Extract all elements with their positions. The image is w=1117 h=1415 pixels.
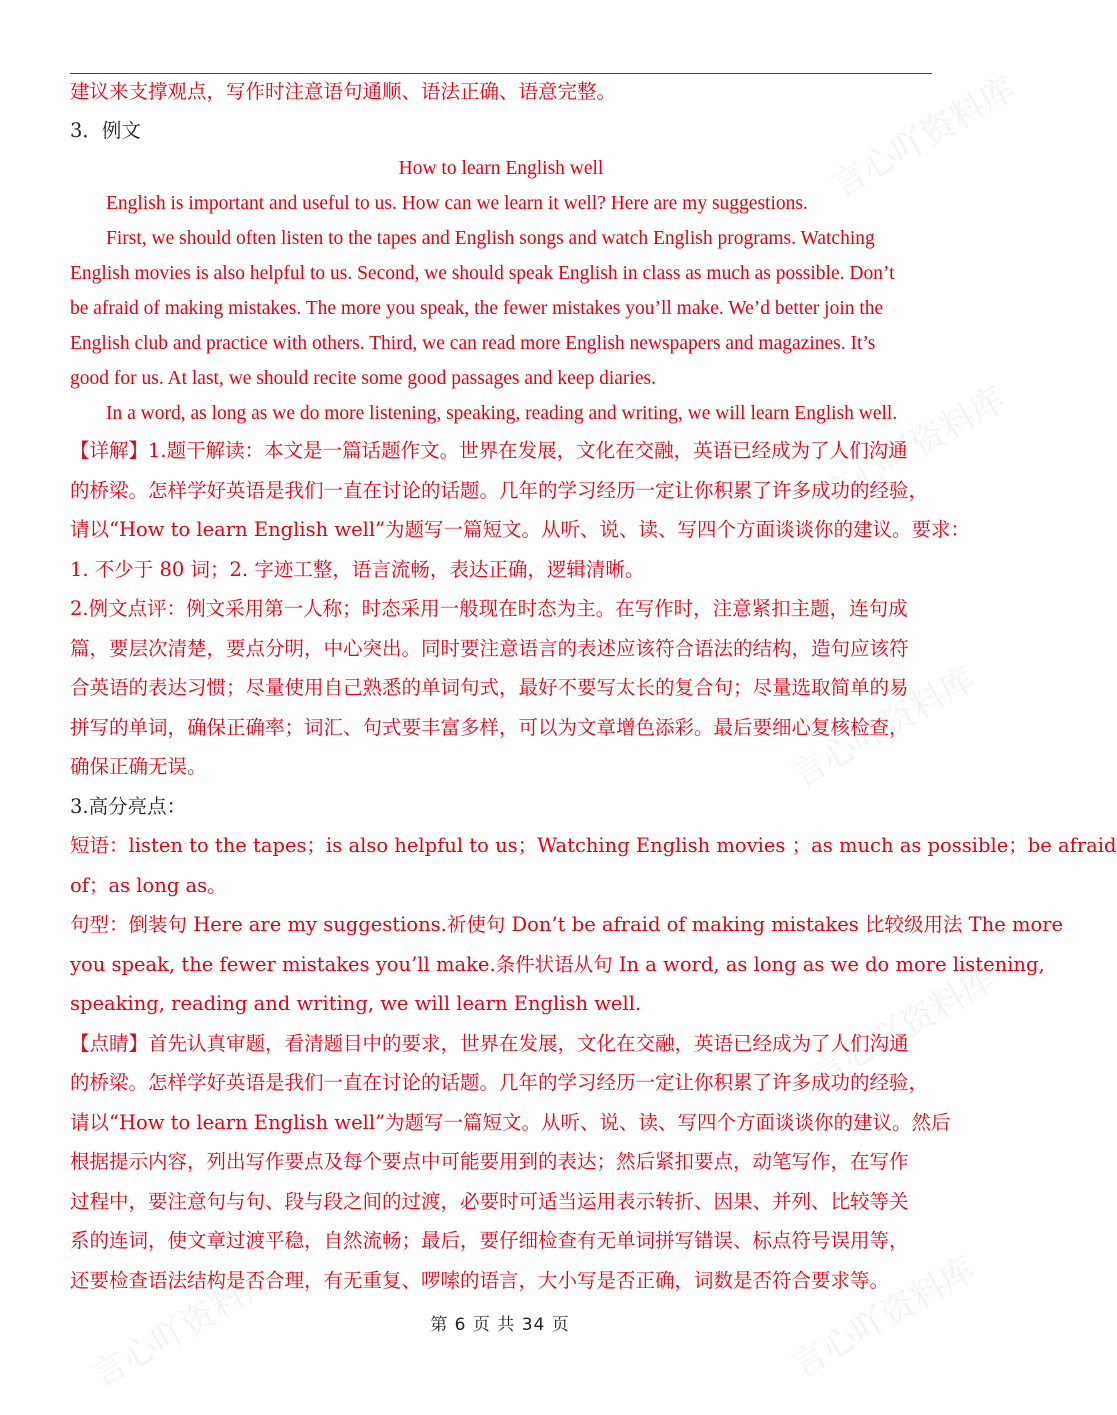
tips-line: 过程中，要注意句与句、段与段之间的过渡，必要时可适当运用表示转折、因果、并列、比较等关 [70,1189,909,1213]
document-body [70,74,1117,1300]
review-line: 2.例文点评：例文采用第一人称；时态采用一般现在时态为主。在写作时，注意紧扣主题，连句成 [70,597,908,620]
essay-paragraph-2-line: be afraid of making mistakes. The more you speak, the fewer mistakes you’ll make. We’d better join the [70,298,884,319]
review-line: 拼写的单词，确保正确率；词汇、句式要丰富多样，可以为文章增色添彩。最后要细心复核检查， [70,715,909,739]
watermark: 言心吖资料库 [815,379,1013,516]
watermark: 言心吖资料库 [785,659,983,796]
watermark: 言心吖资料库 [785,1249,983,1386]
tips-line: 还要检查语法结构是否合理，有无重复、啰嗦的语言，大小写是否正确，词数是否符合要求等。 [70,1268,890,1292]
essay-paragraph-2-line: First, we should often listen to the tapes and English songs and watch English programs. Watching [106,228,875,249]
review-line: 篇，要层次清楚，要点分明，中心突出。同时要注意语言的表述应该符合语法的结构，造句应该符 [70,636,909,660]
highlights-heading: 3.高分亮点： [70,794,187,818]
review-line: 确保正确无误。 [70,755,207,778]
sentence-pattern-line: speaking, reading and writing, we will learn English well. [70,992,642,1015]
tips-line: 请以“How to learn English well”为题写一篇短文。从听、说、读、写四个方面谈谈你的建议。然后 [70,1110,951,1134]
tips-line: 【点睛】首先认真审题，看清题目中的要求，世界在发展，文化在交融，英语已经成为了人们沟通 [70,1031,909,1055]
text-line: 建议来支撑观点，写作时注意语句通顺、语法正确、语意完整。 [70,80,617,103]
sentence-pattern-line: 句型：倒装句 Here are my suggestions.祈使句 Don’t be afraid of making mistakes 比较级用法 The more [70,913,1064,936]
essay-title: How to learn English well [398,158,604,179]
analysis-line: 请以“How to learn English well”为题写一篇短文。从听、说、读、写四个方面谈谈你的建议。要求： [70,518,971,541]
essay-paragraph-2-line: good for us. At last, we should recite some good passages and keep diaries. [70,368,656,389]
sentence-pattern-line: you speak, the fewer mistakes you’ll make.条件状语从句 In a word, as long as we do more listening, [70,952,1045,976]
essay-paragraph-1: English is important and useful to us. How can we learn it well? Here are my suggestions. [106,193,808,214]
phrase-line: 短语：listen to the tapes；is also helpful to us；Watching English movies ；as much as possible；be afraid [70,834,1117,857]
tips-line: 的桥梁。怎样学好英语是我们一直在讨论的话题。几年的学习经历一定让你积累了许多成功的经验， [70,1071,929,1094]
essay-paragraph-3: In a word, as long as we do more listening, speaking, reading and writing, we will learn English well. [106,403,898,424]
essay-paragraph-2-line: English club and practice with others. Third, we can read more English newspapers and magazines. It’s [70,333,876,354]
analysis-line: 【详解】1.题干解读：本文是一篇话题作文。世界在发展，文化在交融，英语已经成为了人们沟通 [70,439,908,462]
page-number: 第 6 页 共 34 页 [430,1315,570,1335]
watermark: 言心吖资料库 [825,69,1023,206]
review-line: 合英语的表达习惯；尽量使用自己熟悉的单词句式，最好不要写太长的复合句；尽量选取简单的易 [70,676,909,699]
analysis-line: 的桥梁。怎样学好英语是我们一直在讨论的话题。几年的学习经历一定让你积累了许多成功的经验， [70,478,929,502]
watermark: 言心吖资料库 [85,1259,283,1396]
essay-paragraph-2-line: English movies is also helpful to us. Second, we should speak English in class as much as possible. Don’t [70,263,895,284]
phrase-line: of；as long as。 [70,873,227,897]
tips-line: 系的连词，使文章过渡平稳，自然流畅；最后，要仔细检查有无单词拼写错误、标点符号误用等， [70,1229,909,1252]
watermark: 言心吖资料库 [805,959,1003,1096]
tips-line: 根据提示内容，列出写作要点及每个要点中可能要用到的表达；然后紧扣要点，动笔写作，在写作 [70,1150,909,1173]
section-heading: 3．例文 [70,119,141,142]
analysis-line: 1. 不少于 80 词；2. 字迹工整，语言流畅，表达正确，逻辑清晰。 [70,557,645,581]
